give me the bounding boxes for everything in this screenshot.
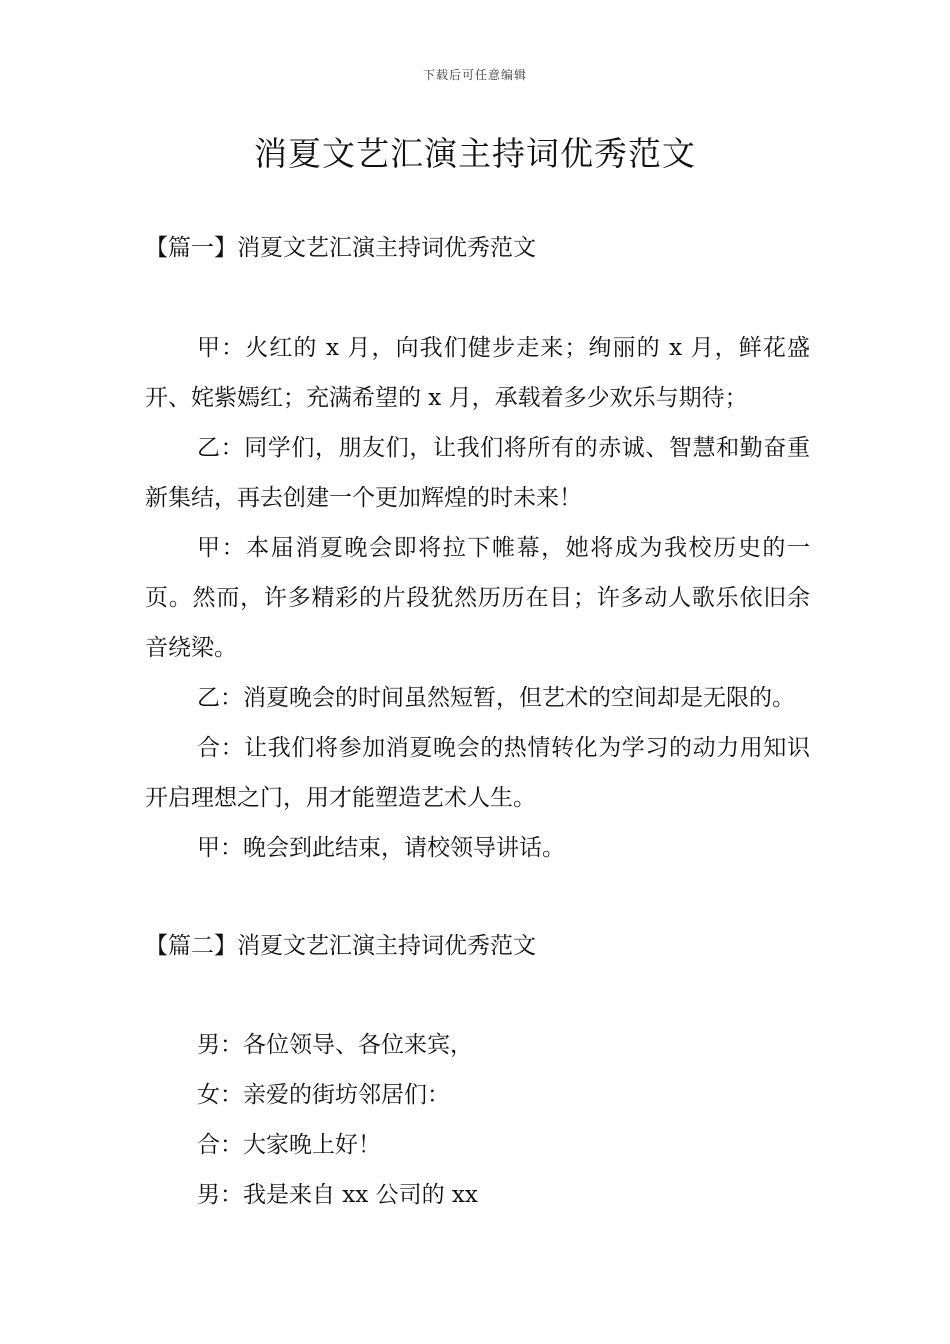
dialogue-line: 男：各位领导、各位来宾，: [197, 1032, 473, 1058]
paragraph: 乙：同学们，朋友们，让我们将所有的赤诚、智慧和勤奋重新集结，再去创建一个更加辉煌的时未来！: [145, 435, 810, 511]
section-body-1: [145, 323, 810, 873]
section-body-2: [145, 1020, 810, 1220]
dialogue-line: 男：我是来自 xx 公司的 xx: [197, 1182, 478, 1208]
paragraph: 甲：火红的 x 月，向我们健步走来；绚丽的 x 月，鲜花盛开、姹紫嫣红；充满希望的 x 月，承载着多少欢乐与期待；: [145, 335, 810, 411]
document-title: 消夏文艺汇演主持词优秀范文: [254, 134, 696, 173]
section-heading-1: 【篇一】消夏文艺汇演主持词优秀范文: [145, 235, 536, 261]
section-heading-2: 【篇二】消夏文艺汇演主持词优秀范文: [145, 933, 536, 959]
paragraph: 甲：本届消夏晚会即将拉下帷幕，她将成为我校历史的一页。然而，许多精彩的片段犹然历历在目；许多动人歌乐依旧余音绕梁。: [145, 535, 810, 661]
paragraph: 甲：晚会到此结束，请校领导讲话。: [197, 835, 565, 861]
paragraph: 合：让我们将参加消夏晚会的热情转化为学习的动力用知识开启理想之门，用才能塑造艺术人生。: [145, 735, 810, 811]
paragraph: 乙：消夏晚会的时间虽然短暂，但艺术的空间却是无限的。: [197, 685, 795, 711]
dialogue-line: 合：大家晚上好！: [197, 1132, 381, 1158]
header-note: 下载后可任意编辑: [422, 68, 527, 82]
dialogue-line: 女：亲爱的街坊邻居们：: [197, 1082, 450, 1108]
